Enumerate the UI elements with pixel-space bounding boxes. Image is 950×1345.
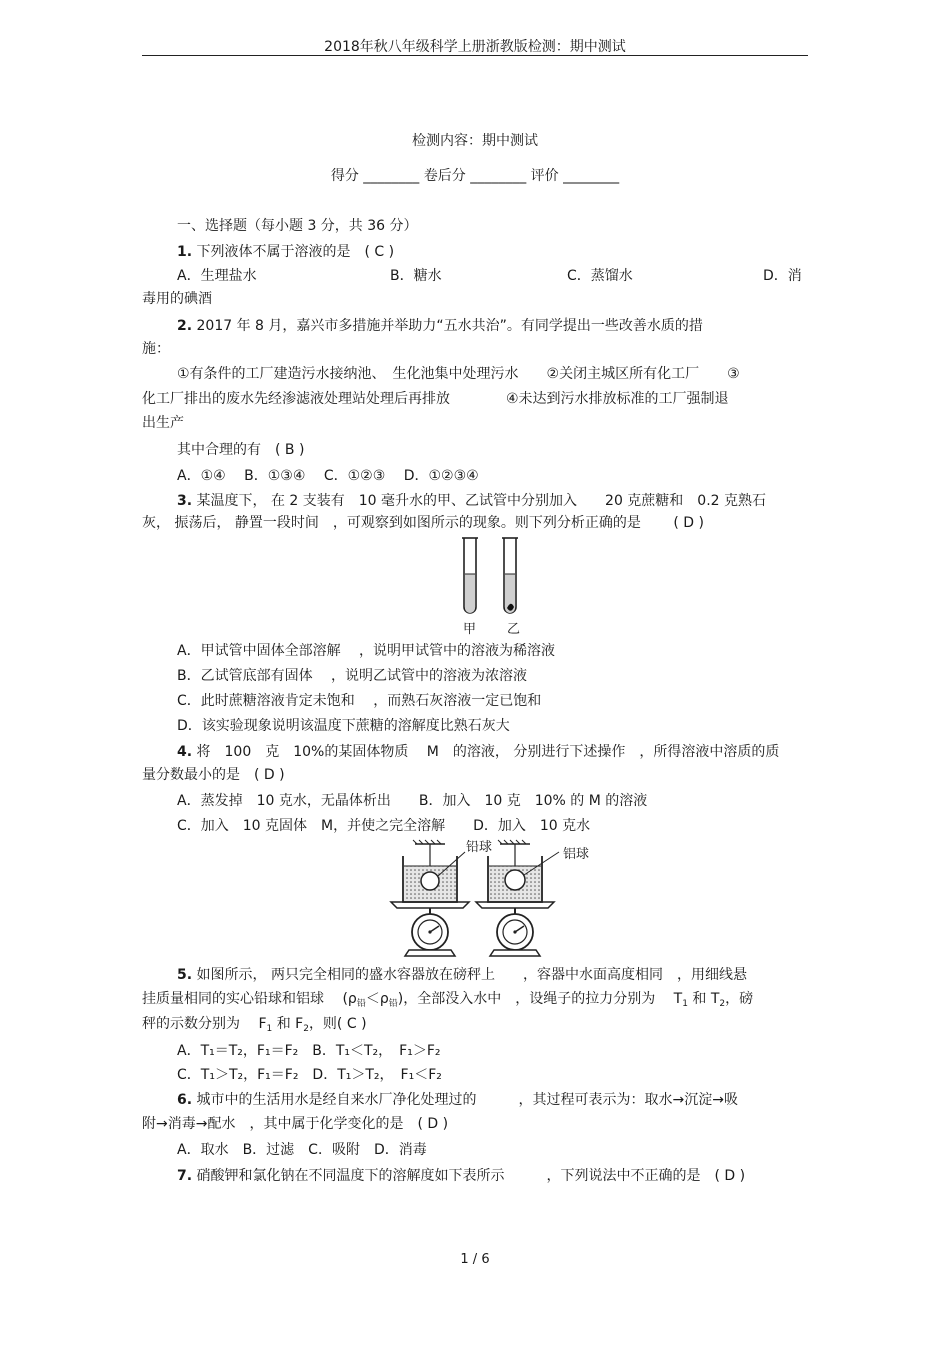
q5-sub-1: 铅 bbox=[356, 999, 366, 1009]
q5-sub-4: 2 bbox=[719, 999, 726, 1009]
q2-options: A．①④ B．①③④ C．①②③ D．①②③④ bbox=[177, 468, 479, 484]
q1-option-a: A．生理盐水 bbox=[177, 268, 257, 284]
q5-text-2b: ＜ρ bbox=[365, 991, 389, 1007]
q2-stem bbox=[177, 315, 703, 335]
right-container bbox=[476, 840, 559, 956]
q5-text-2e: ，磅 bbox=[725, 991, 754, 1007]
q3-option-a: A．甲试管中固体全部溶解 ，说明甲试管中的溶液为稀溶液 bbox=[177, 643, 556, 659]
q4-options-cd: C．加入 10 克固体 M，并使之完全溶解 D．加入 10 克水 bbox=[177, 818, 591, 834]
score-line: 得分 ________ 卷后分 ________ 评价 ________ bbox=[330, 168, 620, 184]
tube-label-right: 乙 bbox=[507, 622, 521, 637]
q2-number: 2. bbox=[177, 318, 193, 334]
q1-option-b: B．糖水 bbox=[390, 268, 442, 284]
q5-text-1: 如图所示， 两只完全相同的盛水容器放在磅秤上 ，容器中水面高度相同 ，用细线悬 bbox=[196, 967, 747, 983]
q1-option-c: C．蒸馏水 bbox=[567, 268, 633, 284]
section-title: 一、选择题（每小题 3 分，共 36 分） bbox=[177, 218, 418, 234]
q5-number: 5. bbox=[177, 967, 193, 983]
q6-text-2: 附→消毒→配水 ，其中属于化学变化的是 ( D ) bbox=[142, 1116, 449, 1132]
left-container bbox=[391, 840, 469, 956]
q5-text-2a: 挂质量相同的实心铅球和铝球 (ρ bbox=[142, 991, 357, 1007]
q3-text-2: 灰， 振荡后， 静置一段时间 ，可观察到如图所示的现象。则下列分析正确的是 ( D ) bbox=[142, 515, 704, 531]
q6-options: A．取水 B．过滤 C．吸附 D．消毒 bbox=[177, 1142, 427, 1158]
q4-options-ab: A．蒸发掉 10 克水，无晶体析出 B．加入 10 克 10% 的 M 的溶液 bbox=[177, 793, 648, 809]
q7-stem bbox=[177, 1165, 745, 1185]
q5-options-row2: C．T₁＞T₂，F₁＝F₂ D．T₁＞T₂， F₁＜F₂ bbox=[177, 1067, 442, 1083]
q2-text-6: 其中合理的有 ( B ) bbox=[177, 442, 305, 458]
q1-number: 1. bbox=[177, 244, 193, 260]
q5-text-3c: ，则( C ) bbox=[308, 1016, 367, 1032]
q3-option-b: B．乙试管底部有固体 ，说明乙试管中的溶液为浓溶液 bbox=[177, 668, 528, 684]
q3-option-c: C．此时蔗糖溶液肯定未饱和 ，而熟石灰溶液一定已饱和 bbox=[177, 693, 542, 709]
q5-text-2d: 和 T bbox=[687, 991, 720, 1007]
q5-stem bbox=[177, 964, 747, 984]
q2-text-2: 施： bbox=[142, 341, 170, 357]
q5-sub-5: 1 bbox=[266, 1024, 273, 1034]
q5-text-3b: 和 F bbox=[272, 1016, 304, 1032]
q1-option-d-cont: 毒用的碘酒 bbox=[142, 291, 212, 307]
q2-text-4: 化工厂排出的废水先经渗滤液处理站处理后再排放 ④未达到污水排放标准的工厂强制退 bbox=[142, 391, 729, 407]
q2-text-1: 2017 年 8 月，嘉兴市多措施并举助力“五水共治”。有同学提出一些改善水质的措 bbox=[196, 318, 703, 334]
q4-text-1: 将 100 克 10%的某固体物质 M 的溶液， 分别进行下述操作 ，所得溶液中溶质的质 bbox=[196, 744, 780, 760]
running-header: 2018年秋八年级科学上册浙教版检测：期中测试 bbox=[324, 39, 626, 55]
q3-number: 3. bbox=[177, 493, 193, 509]
label-lead-ball: 铅球 bbox=[466, 840, 493, 855]
q6-number: 6. bbox=[177, 1092, 193, 1108]
q4-number: 4. bbox=[177, 744, 193, 760]
page-number: 1 / 6 bbox=[460, 1252, 490, 1267]
q5-text-3 bbox=[142, 1013, 367, 1034]
q5-options-row1: A．T₁＝T₂，F₁＝F₂ B．T₁＜T₂， F₁＞F₂ bbox=[177, 1043, 441, 1059]
q5-sub-6: 2 bbox=[303, 1024, 309, 1034]
q4-stem bbox=[177, 741, 779, 761]
q5-sub-2: 铅 bbox=[388, 999, 398, 1009]
q5-text-3a: 秤的示数分别为 F bbox=[142, 1016, 267, 1032]
q3-option-d: D．该实验现象说明该温度下蔗糖的溶解度比熟石灰大 bbox=[177, 718, 510, 734]
q3-stem bbox=[177, 490, 766, 510]
q6-text-1: 城市中的生活用水是经自来水厂净化处理过的 ，其过程可表示为：取水→沉淀→吸 bbox=[196, 1092, 738, 1108]
label-aluminum-ball: 铝球 bbox=[563, 847, 590, 862]
q5-text-2c: )，全部没入水中 ，设绳子的拉力分别为 T bbox=[397, 991, 683, 1007]
header-rule bbox=[142, 55, 808, 56]
q7-number: 7. bbox=[177, 1168, 193, 1184]
q1-stem bbox=[177, 241, 394, 261]
tube-label-left: 甲 bbox=[463, 622, 477, 637]
q1-option-d: D．消 bbox=[763, 268, 802, 284]
q3-text-1: 某温度下， 在 2 支装有 10 毫升水的甲、乙试管中分别加入 20 克蔗糖和 0.2 克熟石 bbox=[196, 493, 767, 509]
q6-stem bbox=[177, 1089, 738, 1109]
test-tube-figure bbox=[445, 532, 535, 634]
doc-subtitle: 检测内容：期中测试 bbox=[412, 133, 538, 149]
q4-text-2: 量分数最小的是 ( D ) bbox=[142, 767, 285, 783]
q5-text-2 bbox=[142, 988, 753, 1009]
q7-text: 硝酸钾和氯化钠在不同温度下的溶解度如下表所示 ，下列说法中不正确的是 ( D ) bbox=[196, 1168, 746, 1184]
q1-text: 下列液体不属于溶液的是 ( C ) bbox=[196, 244, 395, 260]
q5-sub-3: 1 bbox=[682, 999, 688, 1009]
q2-text-3: ①有条件的工厂建造污水接纳池、 生化池集中处理污水 ②关闭主城区所有化工厂 ③ bbox=[177, 366, 740, 382]
q2-text-5: 出生产 bbox=[142, 415, 184, 431]
